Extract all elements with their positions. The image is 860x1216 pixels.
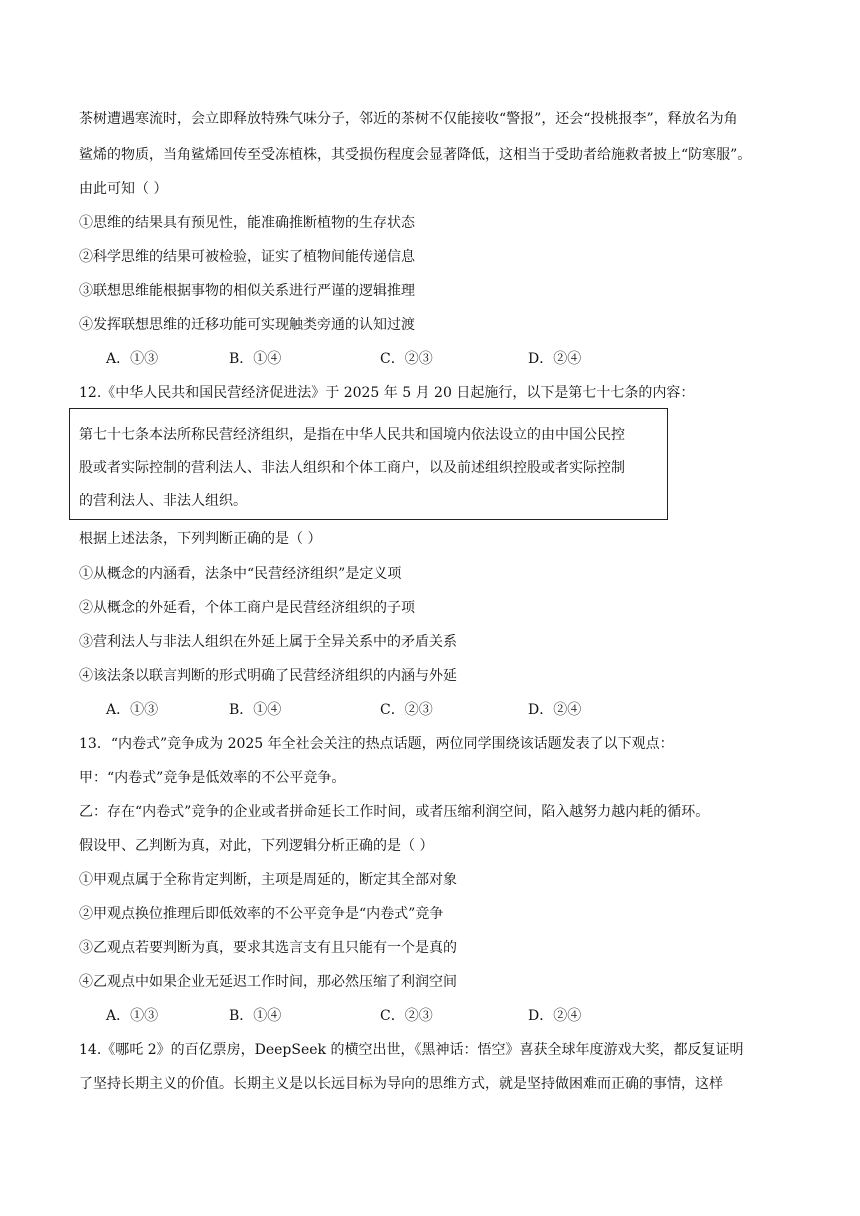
q11-stem-line-3: 由此可知（ ） [79, 181, 168, 197]
q12-stem: 12.《中华人民共和国民营经济促进法》于 2025 年 5 月 20 日起施行，以下是第七十七条的内容： [79, 385, 695, 401]
q12-law-text-box [69, 408, 668, 520]
q14-stem-line-2: 了坚持长期主义的价值。长期主义是以长远目标为导向的思维方式，就是坚持做困难而正确的事情，这样 [79, 1076, 723, 1092]
q13-option-d: D．②④ [528, 1008, 582, 1024]
q12-option-b: B．①④ [229, 702, 282, 718]
q13-question: 假设甲、乙判断为真，对此，下列逻辑分析正确的是（ ） [79, 838, 434, 854]
q12-statement-1: ①从概念的内涵看，法条中“民营经济组织”是定义项 [79, 566, 402, 582]
q12-option-a: A．①③ [106, 702, 159, 718]
q12-statement-4: ④该法条以联言判断的形式明确了民营经济组织的内涵与外延 [79, 668, 457, 684]
q12-option-d: D．②④ [528, 702, 582, 718]
q13-option-a: A．①③ [106, 1008, 159, 1024]
q12-law-line-1: 第七十七条本法所称民营经济组织，是指在中华人民共和国境内依法设立的由中国公民控 [79, 427, 625, 443]
q13-statement-1: ①甲观点属于全称肯定判断，主项是周延的，断定其全部对象 [79, 872, 457, 888]
q13-option-c: C．②③ [380, 1008, 433, 1024]
q11-stem-line-2: 鲨烯的物质，当角鲨烯回传至受冻植株，其受损伤程度会显著降低，这相当于受助者给施救者披上“防寒服”。 [79, 147, 752, 163]
q11-statement-3: ③联想思维能根据事物的相似关系进行严谨的逻辑推理 [79, 283, 415, 299]
q12-law-line-2: 股或者实际控制的营利法人、非法人组织和个体工商户，以及前述组织控股或者实际控制 [79, 460, 625, 476]
q11-option-d: D．②④ [528, 351, 582, 367]
q11-stem-line-1: 茶树遭遇寒流时，会立即释放特殊气味分子，邻近的茶树不仅能接收“警报”，还会“投桃报李”，释放名为角 [79, 111, 738, 127]
q13-view-yi: 乙：存在“内卷式”竞争的企业或者拼命延长工作时间，或者压缩利润空间，陷入越努力越内耗的循环。 [79, 804, 710, 820]
q12-statement-2: ②从概念的外延看，个体工商户是民营经济组织的子项 [79, 600, 415, 616]
q13-statement-4: ④乙观点中如果企业无延迟工作时间，那必然压缩了利润空间 [79, 974, 457, 990]
q11-statement-2: ②科学思维的结果可被检验，证实了植物间能传递信息 [79, 249, 415, 265]
q13-statement-2: ②甲观点换位推理后即低效率的不公平竞争是“内卷式”竞争 [79, 906, 444, 922]
q14-stem-line-1: 14.《哪吒 2》的百亿票房，DeepSeek 的横空出世，《黑神话：悟空》喜获全球年度游戏大奖，都反复证明 [79, 1042, 744, 1058]
q12-option-c: C．②③ [380, 702, 433, 718]
q13-stem: 13．“内卷式”竞争成为 2025 年全社会关注的热点话题，两位同学围绕该话题发表了以下观点： [79, 736, 674, 752]
q13-option-b: B．①④ [229, 1008, 282, 1024]
q11-option-b: B．①④ [229, 351, 282, 367]
q12-law-line-3: 的营利法人、非法人组织。 [79, 493, 247, 509]
q11-option-c: C．②③ [380, 351, 433, 367]
q11-option-a: A．①③ [106, 351, 159, 367]
q11-statement-4: ④发挥联想思维的迁移功能可实现触类旁通的认知过渡 [79, 317, 415, 333]
q12-question: 根据上述法条，下列判断正确的是（ ） [79, 531, 322, 547]
q11-statement-1: ①思维的结果具有预见性，能准确推断植物的生存状态 [79, 215, 415, 231]
q13-statement-3: ③乙观点若要判断为真，要求其选言支有且只能有一个是真的 [79, 940, 457, 956]
q12-statement-3: ③营利法人与非法人组织在外延上属于全异关系中的矛盾关系 [79, 634, 457, 650]
q13-view-jia: 甲：“内卷式”竞争是低效率的不公平竞争。 [79, 770, 346, 786]
